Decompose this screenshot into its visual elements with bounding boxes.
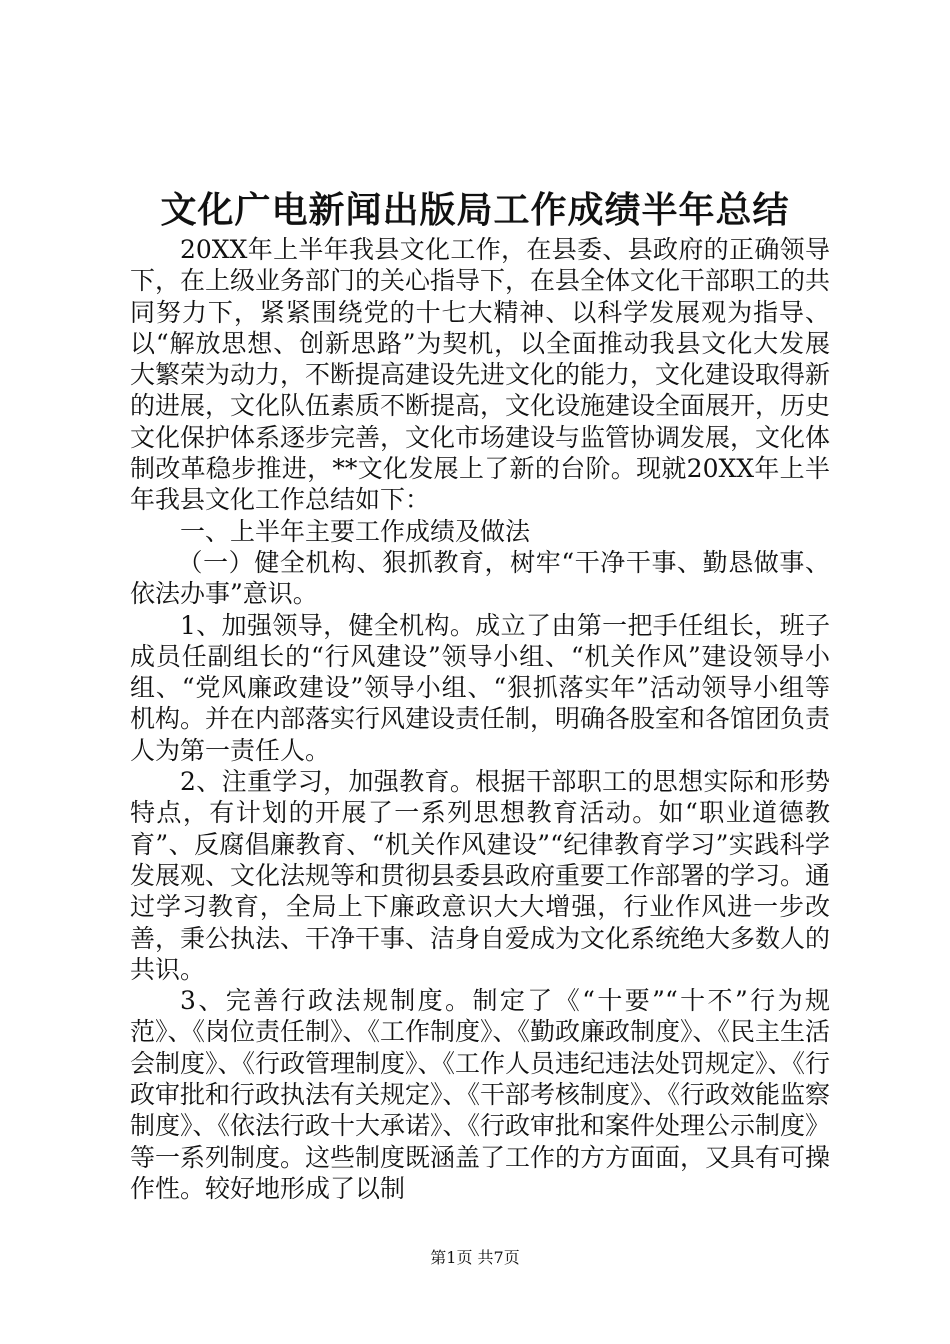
paragraph-item-1: 1、加强领导，健全机构。成立了由第一把手任组长，班子成员任副组长的“行风建设”领导小组、“机关作风”建设领导小组、“党风廉政建设”领导小组、“狠抓落实年”活动领导小组等机构。并在内部落实行风建设责任制，明确各股室和各馆团负责人为第一责任人。 [130,610,831,765]
paragraph-item-3: 3、完善行政法规制度。制定了《“十要”“十不”行为规范》、《岗位责任制》、《工作制度》、《勤政廉政制度》、《民主生活会制度》、《行政管理制度》、《工作人员违纪违法处罚规定》、《行政审批和行政执法有关规定》、《干部考核制度》、《行政效能监察制度》、《依法行政十大承诺》、《行政审批和案件处理公示制度》等一系列制度。这些制度既涵盖了工作的方方面面，又具有可操作性。较好地形成了以制 [130,986,831,1203]
intro-paragraph: 20XX年上半年我县文化工作，在县委、县政府的正确领导下，在上级业务部门的关心指导下，在县全体文化干部职工的共同努力下，紧紧围绕党的十七大精神、以科学发展观为指导、以“解放思想、创新思路”为契机，以全面推动我县文化大发展大繁荣为动力，不断提高建设先进文化的能力，文化建设取得新的进展，文化队伍素质不断提高，文化设施建设全面展开，历史文化保护体系逐步完善，文化市场建设与监管协调发展，文化体制改革稳步推进，**文化发展上了新的台阶。现就20XX年上半年我县文化工作总结如下： [130,235,831,515]
page-footer: 第1页 共7页 [430,1248,520,1267]
subsection-heading: （一）健全机构、狠抓教育，树牢“干净干事、勤恳做事、依法办事”意识。 [130,547,830,609]
paragraph-item-2: 2、注重学习，加强教育。根据干部职工的思想实际和形势特点，有计划的开展了一系列思想教育活动。如“职业道德教育”、反腐倡廉教育、“机关作风建设”“纪律教育学习”实践科学发展观、文化法规等和贯彻县委县政府重要工作部署的学习。通过学习教育，全局上下廉政意识大大增强，行业作风进一步改善，秉公执法、干净干事、洁身自爱成为文化系统绝大多数人的共识。 [130,767,831,984]
document-body [130,234,830,1204]
section-heading: 一、上半年主要工作成绩及做法 [180,516,531,546]
document-title: 文化广电新闻出版局工作成绩半年总结 [160,189,790,231]
